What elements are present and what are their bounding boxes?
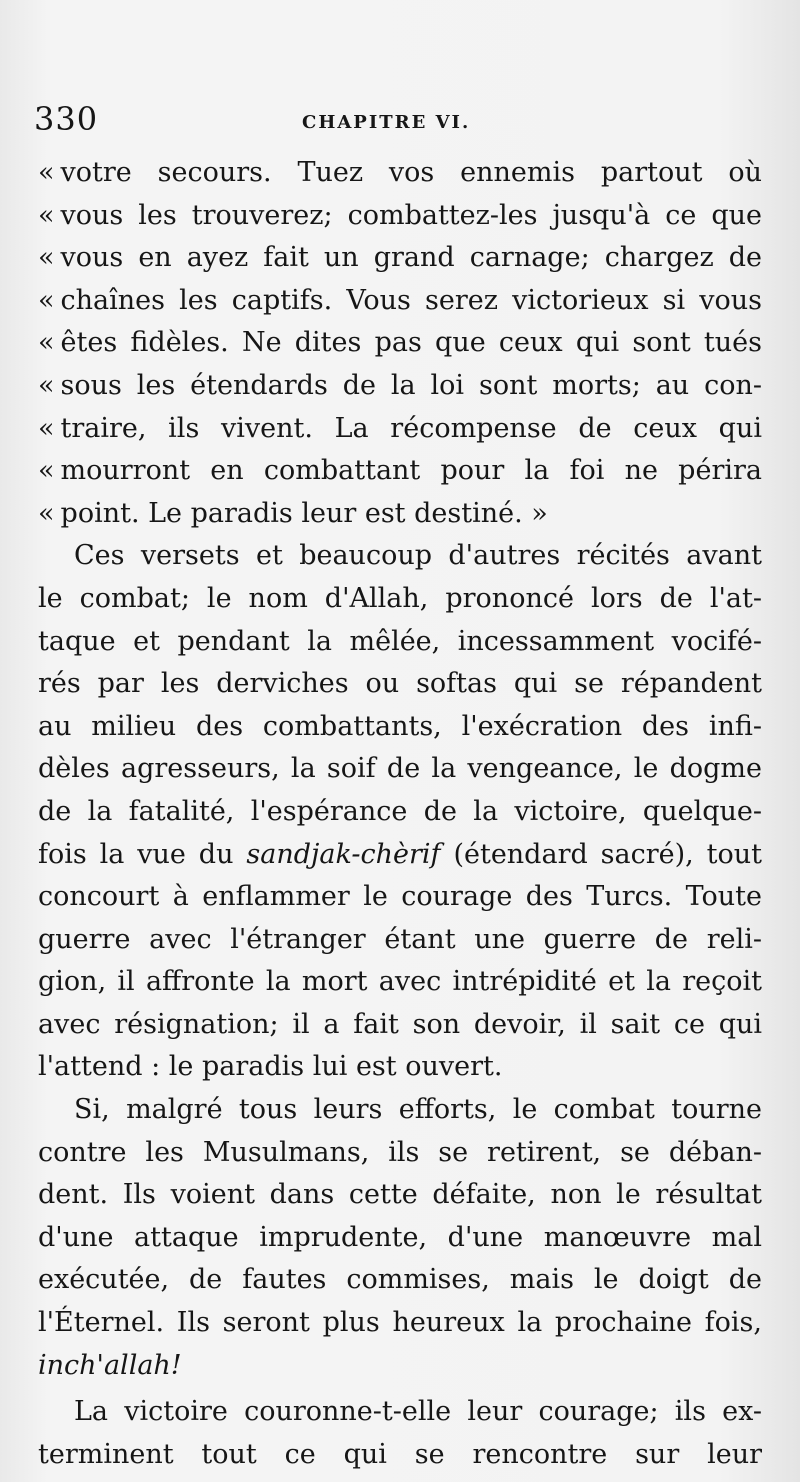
line-text: vous les trouverez; combattez-les jusqu'à ce que bbox=[60, 199, 762, 231]
text-line bbox=[38, 408, 762, 451]
text-line: contre les Musulmans, ils se retirent, se déban- bbox=[38, 1136, 762, 1168]
text-line bbox=[38, 237, 762, 280]
text-line: d'une attaque imprudente, d'une manœuvre mal bbox=[38, 1221, 762, 1253]
text-line: terminent tout ce qui se rencontre sur leur bbox=[38, 1438, 762, 1470]
text-line bbox=[38, 322, 762, 365]
text-line: La victoire couronne-t-elle leur courage; ils ex- bbox=[74, 1396, 762, 1428]
page-number: 330 bbox=[34, 100, 99, 138]
text-line: dèles agresseurs, la soif de la vengeance, le dogme bbox=[38, 753, 762, 785]
text-line: rés par les derviches ou softas qui se répandent bbox=[38, 668, 762, 700]
quote-block bbox=[38, 152, 762, 535]
quote-mark: « bbox=[38, 327, 55, 359]
line-text: mourront en combattant pour la foi ne périra bbox=[60, 455, 762, 487]
text-line bbox=[38, 280, 762, 323]
line-text: sous les étendards de la loi sont morts; au con- bbox=[60, 369, 762, 401]
italic-term: inch'allah! bbox=[38, 1349, 182, 1381]
text-line bbox=[38, 834, 762, 877]
text-line: de la fatalité, l'espérance de la victoire, quelque- bbox=[38, 795, 762, 827]
line-text: vous en ayez fait un grand carnage; chargez de bbox=[60, 242, 762, 274]
text-line: dent. Ils voient dans cette défaite, non le résultat bbox=[38, 1179, 762, 1211]
text-line: Ces versets et beaucoup d'autres récités avant bbox=[74, 540, 762, 572]
paragraph bbox=[38, 1089, 762, 1387]
paragraph bbox=[38, 1391, 762, 1476]
text-line: l'Éternel. Ils seront plus heureux la prochaine fois, bbox=[38, 1307, 762, 1339]
line-text: point. Le paradis leur est destiné. » bbox=[60, 497, 548, 529]
text-line bbox=[38, 450, 762, 493]
quote-mark: « bbox=[38, 412, 55, 444]
text-line: exécutée, de fautes commises, mais le doigt de bbox=[38, 1264, 762, 1296]
paragraph bbox=[38, 535, 762, 1089]
text-line: taque et pendant la mêlée, incessamment vocifé- bbox=[38, 625, 762, 657]
line-text: chaînes les captifs. Vous serez victorieux si vous bbox=[60, 284, 762, 316]
text-line: l'attend : le paradis lui est ouvert. bbox=[38, 1051, 503, 1083]
quote-mark: « bbox=[38, 242, 55, 274]
text-line bbox=[38, 1345, 762, 1388]
text-line: avec résignation; il a fait son devoir, il sait ce qui bbox=[38, 1008, 762, 1040]
line-text: traire, ils vivent. La récompense de ceux qui bbox=[60, 412, 762, 444]
body-text bbox=[38, 152, 762, 1476]
line-text: fois la vue du bbox=[38, 838, 247, 870]
line-text: êtes fidèles. Ne dites pas que ceux qui sont tués bbox=[60, 327, 762, 359]
line-text: (étendard sacré), tout bbox=[440, 838, 762, 870]
text-line bbox=[38, 365, 762, 408]
text-line: gion, il affronte la mort avec intrépidité et la reçoit bbox=[38, 966, 762, 998]
italic-term: sandjak-chèrif bbox=[246, 838, 441, 870]
quote-mark: « bbox=[38, 455, 55, 487]
line-text: votre secours. Tuez vos ennemis partout où bbox=[60, 157, 762, 188]
text-line bbox=[38, 195, 762, 238]
running-title: CHAPITRE VI. bbox=[302, 112, 471, 133]
text-line bbox=[38, 493, 762, 536]
text-line: Si, malgré tous leurs efforts, le combat tourne bbox=[74, 1094, 762, 1126]
quote-mark: « bbox=[38, 157, 55, 188]
quote-mark: « bbox=[38, 369, 55, 401]
page-header bbox=[34, 100, 764, 140]
quote-mark: « bbox=[38, 284, 55, 316]
text-line: guerre avec l'étranger étant une guerre de reli- bbox=[38, 923, 762, 955]
text-line bbox=[38, 152, 762, 195]
text-line: concourt à enflammer le courage des Turcs. Toute bbox=[38, 881, 762, 913]
quote-mark: « bbox=[38, 497, 55, 529]
text-line: au milieu des combattants, l'exécration des infi- bbox=[38, 710, 762, 742]
text-line: le combat; le nom d'Allah, prononcé lors de l'at- bbox=[38, 582, 762, 614]
quote-mark: « bbox=[38, 199, 55, 231]
